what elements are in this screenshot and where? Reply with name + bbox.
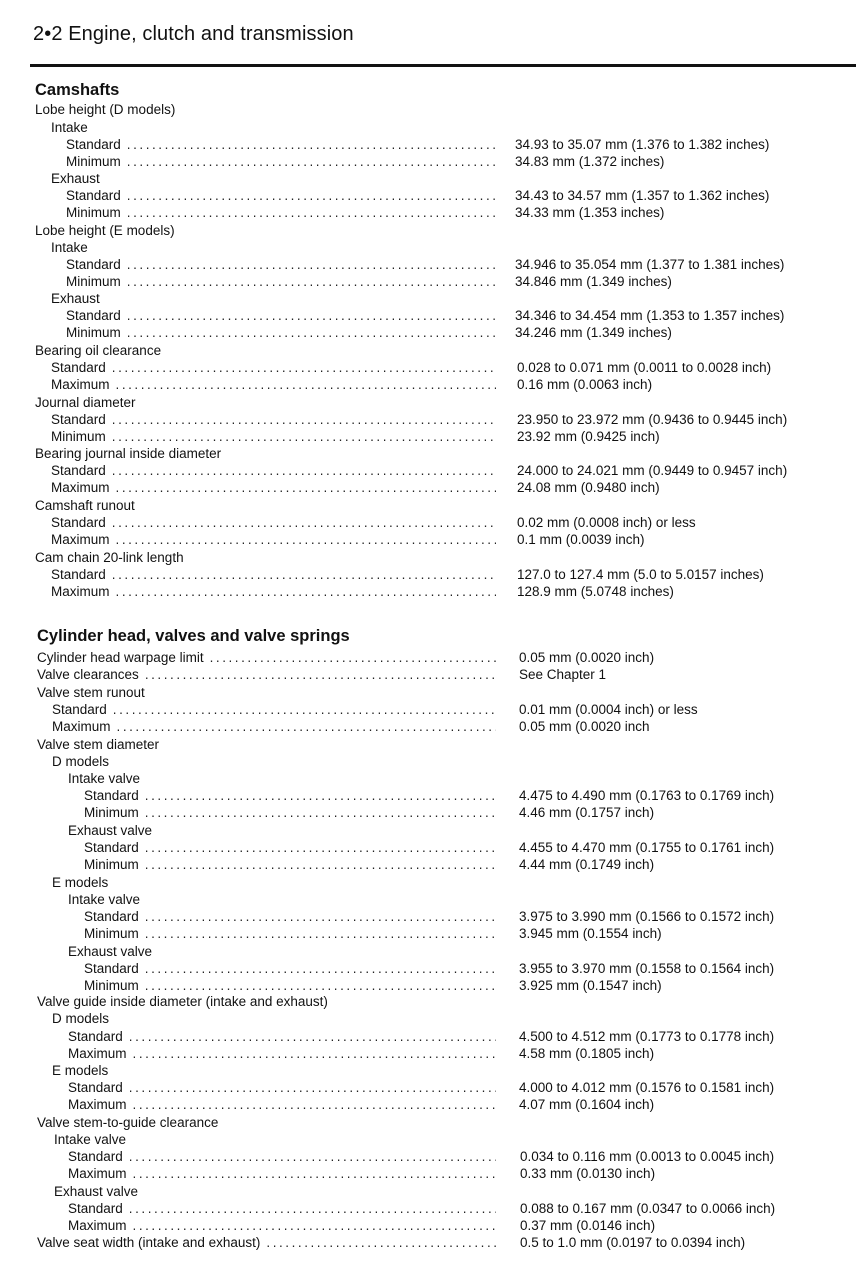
spec-label: Standard: [68, 1029, 123, 1044]
spec-row: [68, 1200, 776, 1217]
spec-row: [51, 514, 696, 531]
spec-row: [66, 307, 785, 324]
spec-label: Minimum: [66, 205, 121, 220]
spec-label: Valve clearances: [37, 667, 139, 682]
subgroup-heading: Intake: [51, 120, 88, 135]
spec-row: [66, 204, 665, 221]
spec-row: [68, 1045, 655, 1062]
group-heading: Valve guide inside diameter (intake and exhaust): [37, 994, 328, 1009]
spec-row: [84, 925, 662, 942]
spec-value: 34.846 mm (1.349 inches): [515, 274, 672, 289]
spec-value: 3.955 to 3.970 mm (0.1558 to 0.1564 inch): [519, 961, 775, 976]
spec-label: Standard: [51, 360, 106, 375]
spec-value: 0.33 mm (0.0130 inch): [520, 1166, 656, 1181]
spec-label: Standard: [66, 257, 121, 272]
spec-value: 3.945 mm (0.1554 inch): [519, 926, 662, 941]
spec-label: Standard: [68, 1149, 123, 1164]
spec-label: Minimum: [84, 926, 139, 941]
spec-row: [66, 187, 770, 204]
spec-value: 24.08 mm (0.9480 inch): [517, 480, 660, 495]
spec-value: 127.0 to 127.4 mm (5.0 to 5.0157 inches): [517, 567, 764, 582]
spec-value: 34.83 mm (1.372 inches): [515, 154, 665, 169]
spec-row: [84, 908, 775, 925]
spec-label: Maximum: [52, 719, 111, 734]
spec-label: Standard: [52, 702, 107, 717]
spec-value: 0.5 to 1.0 mm (0.0197 to 0.0394 inch): [520, 1235, 746, 1250]
spec-label: Maximum: [68, 1097, 127, 1112]
spec-row: [66, 324, 672, 341]
spec-value: 4.500 to 4.512 mm (0.1773 to 0.1778 inch): [519, 1029, 775, 1044]
spec-value: 3.925 mm (0.1547 inch): [519, 978, 662, 993]
spec-value: 4.475 to 4.490 mm (0.1763 to 0.1769 inch): [519, 788, 775, 803]
spec-row: [66, 256, 785, 273]
subgroup-heading: D models: [52, 1011, 110, 1026]
spec-label: Standard: [84, 961, 139, 976]
spec-label: Standard: [51, 515, 106, 530]
spec-value: 34.43 to 34.57 mm (1.357 to 1.362 inches): [515, 188, 770, 203]
spec-row: [52, 701, 698, 718]
spec-label: Minimum: [66, 325, 121, 340]
spec-value: 4.46 mm (0.1757 inch): [519, 805, 655, 820]
spec-value: 0.16 mm (0.0063 inch): [517, 377, 653, 392]
spec-label: Standard: [66, 308, 121, 323]
subgroup-heading: Exhaust: [51, 291, 100, 306]
spec-value: 34.946 to 35.054 mm (1.377 to 1.381 inches): [515, 257, 785, 272]
group-heading: Valve stem runout: [37, 685, 145, 700]
subgroup-heading: Intake: [51, 240, 88, 255]
spec-value: 4.58 mm (0.1805 inch): [519, 1046, 655, 1061]
spec-row: [51, 462, 788, 479]
subgroup-heading: Intake valve: [68, 892, 141, 907]
header-rule: [30, 64, 856, 67]
spec-value: 0.034 to 0.116 mm (0.0013 to 0.0045 inch): [520, 1149, 775, 1164]
group-heading: Cam chain 20-link length: [35, 550, 184, 565]
spec-label: Minimum: [84, 857, 139, 872]
spec-label: Standard: [84, 840, 139, 855]
subgroup-heading: E models: [52, 1063, 109, 1078]
group-heading: Camshaft runout: [35, 498, 135, 513]
spec-row: [51, 531, 645, 548]
spec-label: Minimum: [66, 154, 121, 169]
spec-value: 128.9 mm (5.0748 inches): [517, 584, 674, 599]
spec-label: Standard: [51, 567, 106, 582]
spec-label: Minimum: [84, 978, 139, 993]
spec-row: [84, 787, 775, 804]
spec-row: [84, 960, 775, 977]
spec-row: [51, 376, 653, 393]
spec-value: 0.02 mm (0.0008 inch) or less: [517, 515, 696, 530]
spec-row: [84, 977, 662, 994]
spec-value: 34.246 mm (1.349 inches): [515, 325, 672, 340]
group-heading: Lobe height (D models): [35, 102, 176, 117]
spec-label: Valve seat width (intake and exhaust): [37, 1235, 261, 1250]
group-heading: Bearing journal inside diameter: [35, 446, 222, 461]
spec-label: Standard: [84, 909, 139, 924]
subgroup-heading: Exhaust valve: [54, 1184, 139, 1199]
spec-value: 0.05 mm (0.0020 inch): [519, 650, 655, 665]
spec-value: 34.33 mm (1.353 inches): [515, 205, 665, 220]
spec-label: Minimum: [51, 429, 106, 444]
spec-value: 0.05 mm (0.0020 inch: [519, 719, 650, 734]
spec-row: [68, 1079, 775, 1096]
spec-label: Standard: [68, 1201, 123, 1216]
spec-value: See Chapter 1: [519, 667, 607, 682]
spec-row: [84, 804, 655, 821]
section-title: Cylinder head, valves and valve springs: [37, 627, 350, 645]
spec-value: 34.346 to 34.454 mm (1.353 to 1.357 inches): [515, 308, 785, 323]
spec-row: [68, 1148, 775, 1165]
spec-label: Maximum: [51, 584, 110, 599]
spec-row: [51, 479, 660, 496]
spec-value: 4.455 to 4.470 mm (0.1755 to 0.1761 inch): [519, 840, 775, 855]
spec-value: 0.1 mm (0.0039 inch): [517, 532, 645, 547]
spec-label: Standard: [68, 1080, 123, 1095]
spec-label: Standard: [66, 137, 121, 152]
spec-value: 23.92 mm (0.9425 inch): [517, 429, 660, 444]
spec-value: 0.088 to 0.167 mm (0.0347 to 0.0066 inch): [520, 1201, 776, 1216]
group-heading: Lobe height (E models): [35, 223, 175, 238]
subgroup-heading: Intake valve: [54, 1132, 127, 1147]
spec-label: Standard: [84, 788, 139, 803]
spec-label: Standard: [51, 412, 106, 427]
spec-value: 23.950 to 23.972 mm (0.9436 to 0.9445 inch): [517, 412, 788, 427]
section-title: Camshafts: [35, 81, 120, 99]
spec-label: Maximum: [51, 480, 110, 495]
spec-value: 4.07 mm (0.1604 inch): [519, 1097, 655, 1112]
spec-label: Maximum: [68, 1218, 127, 1233]
spec-row: [84, 839, 775, 856]
subgroup-heading: Exhaust valve: [68, 823, 153, 838]
spec-label: Maximum: [51, 377, 110, 392]
spec-label: Maximum: [68, 1166, 127, 1181]
subgroup-heading: Exhaust valve: [68, 944, 153, 959]
spec-row: [37, 666, 607, 683]
spec-row: [66, 136, 770, 153]
group-heading: Valve stem-to-guide clearance: [37, 1115, 219, 1130]
subgroup-heading: D models: [52, 754, 110, 769]
spec-label: Cylinder head warpage limit: [37, 650, 204, 665]
spec-label: Minimum: [84, 805, 139, 820]
spec-row: [68, 1028, 775, 1045]
spec-label: Standard: [66, 188, 121, 203]
spec-row: [51, 411, 788, 428]
subgroup-heading: Intake valve: [68, 771, 141, 786]
spec-label: Maximum: [68, 1046, 127, 1061]
page-header: 2•2 Engine, clutch and transmission: [33, 23, 354, 45]
spec-row: [68, 1217, 656, 1234]
spec-row: [37, 649, 655, 666]
spec-row: [84, 856, 655, 873]
group-heading: Journal diameter: [35, 395, 136, 410]
spec-row: [51, 428, 660, 445]
spec-row: [37, 1234, 746, 1251]
spec-value: 24.000 to 24.021 mm (0.9449 to 0.9457 inch): [517, 463, 788, 478]
spec-value: 0.37 mm (0.0146 inch): [520, 1218, 656, 1233]
subgroup-heading: E models: [52, 875, 109, 890]
spec-value: 0.01 mm (0.0004 inch) or less: [519, 702, 698, 717]
group-heading: Valve stem diameter: [37, 737, 160, 752]
spec-label: Maximum: [51, 532, 110, 547]
subgroup-heading: Exhaust: [51, 171, 100, 186]
spec-row: [51, 359, 772, 376]
spec-row: [68, 1096, 655, 1113]
spec-row: [51, 583, 674, 600]
spec-row: [51, 566, 764, 583]
spec-row: [68, 1165, 656, 1182]
spec-row: [52, 718, 650, 735]
spec-value: 3.975 to 3.990 mm (0.1566 to 0.1572 inch): [519, 909, 775, 924]
spec-label: Standard: [51, 463, 106, 478]
group-heading: Bearing oil clearance: [35, 343, 162, 358]
spec-value: 4.44 mm (0.1749 inch): [519, 857, 655, 872]
spec-value: 4.000 to 4.012 mm (0.1576 to 0.1581 inch): [519, 1080, 775, 1095]
spec-label: Minimum: [66, 274, 121, 289]
spec-value: 0.028 to 0.071 mm (0.0011 to 0.0028 inch): [517, 360, 772, 375]
spec-value: 34.93 to 35.07 mm (1.376 to 1.382 inches): [515, 137, 770, 152]
spec-row: [66, 153, 665, 170]
spec-row: [66, 273, 672, 290]
